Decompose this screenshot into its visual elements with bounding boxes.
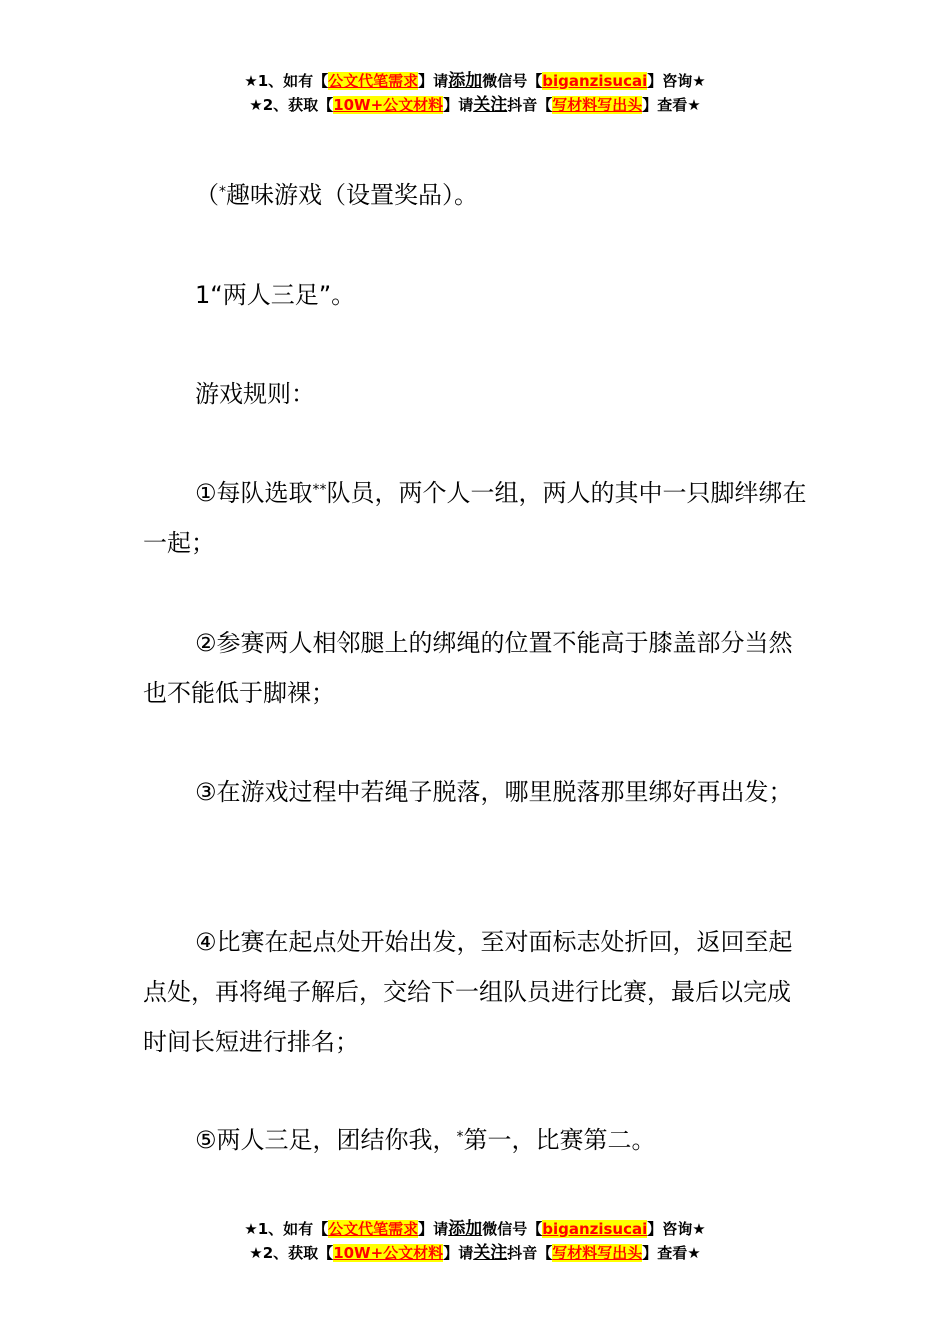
- paragraph-rule-2: ②参赛两人相邻腿上的绑绳的位置不能高于膝盖部分当然也不能低于脚裸；: [143, 629, 793, 707]
- paragraph-rule-4: ④比赛在起点处开始出发，至对面标志处折回，返回至起点处，再将绳子解后，交给下一组队员进行比赛，最后以完成时间长短进行排名；: [143, 928, 793, 1056]
- material-highlight: 10W+公文材料: [333, 1244, 444, 1262]
- material-highlight: 10W+公文材料: [333, 96, 444, 114]
- paragraph-game-title: （*趣味游戏（设置奖品）。: [195, 181, 478, 209]
- header-banner: [0, 69, 950, 117]
- add-emphasis: 添加: [448, 1219, 483, 1239]
- douyin-id-highlight: 写材料写出头: [552, 96, 643, 114]
- add-emphasis: 添加: [448, 71, 483, 91]
- service-highlight: 公文代笔需求: [328, 1220, 419, 1238]
- paragraph-rule-1: ①每队选取**队员，两个人一组，两人的其中一只脚绊绑在一起；: [143, 479, 807, 557]
- banner-line-2: ★2、获取【10W+公文材料】请关注抖音【写材料写出头】查看★: [249, 95, 701, 115]
- banner-line-2: ★2、获取【10W+公文材料】请关注抖音【写材料写出头】查看★: [249, 1243, 701, 1263]
- banner-line-1: ★1、如有【公文代笔需求】请添加微信号【biganzisucai】咨询★: [244, 1219, 706, 1239]
- paragraph-rule-5: ⑤两人三足，团结你我，*第一，比赛第二。: [195, 1126, 656, 1154]
- follow-emphasis: 关注: [473, 95, 508, 115]
- paragraph-game-name: 1“两人三足”。: [195, 281, 356, 309]
- banner-line-1: ★1、如有【公文代笔需求】请添加微信号【biganzisucai】咨询★: [244, 71, 706, 91]
- paragraph-rule-3: ③在游戏过程中若绳子脱落，哪里脱落那里绑好再出发；: [195, 778, 793, 806]
- footer-banner: [0, 1217, 950, 1265]
- douyin-id-highlight: 写材料写出头: [552, 1244, 643, 1262]
- service-highlight: 公文代笔需求: [328, 72, 419, 90]
- wechat-id-highlight: biganzisucai: [542, 72, 648, 90]
- paragraph-rules-heading: 游戏规则：: [195, 380, 315, 408]
- follow-emphasis: 关注: [473, 1243, 508, 1263]
- wechat-id-highlight: biganzisucai: [542, 1220, 648, 1238]
